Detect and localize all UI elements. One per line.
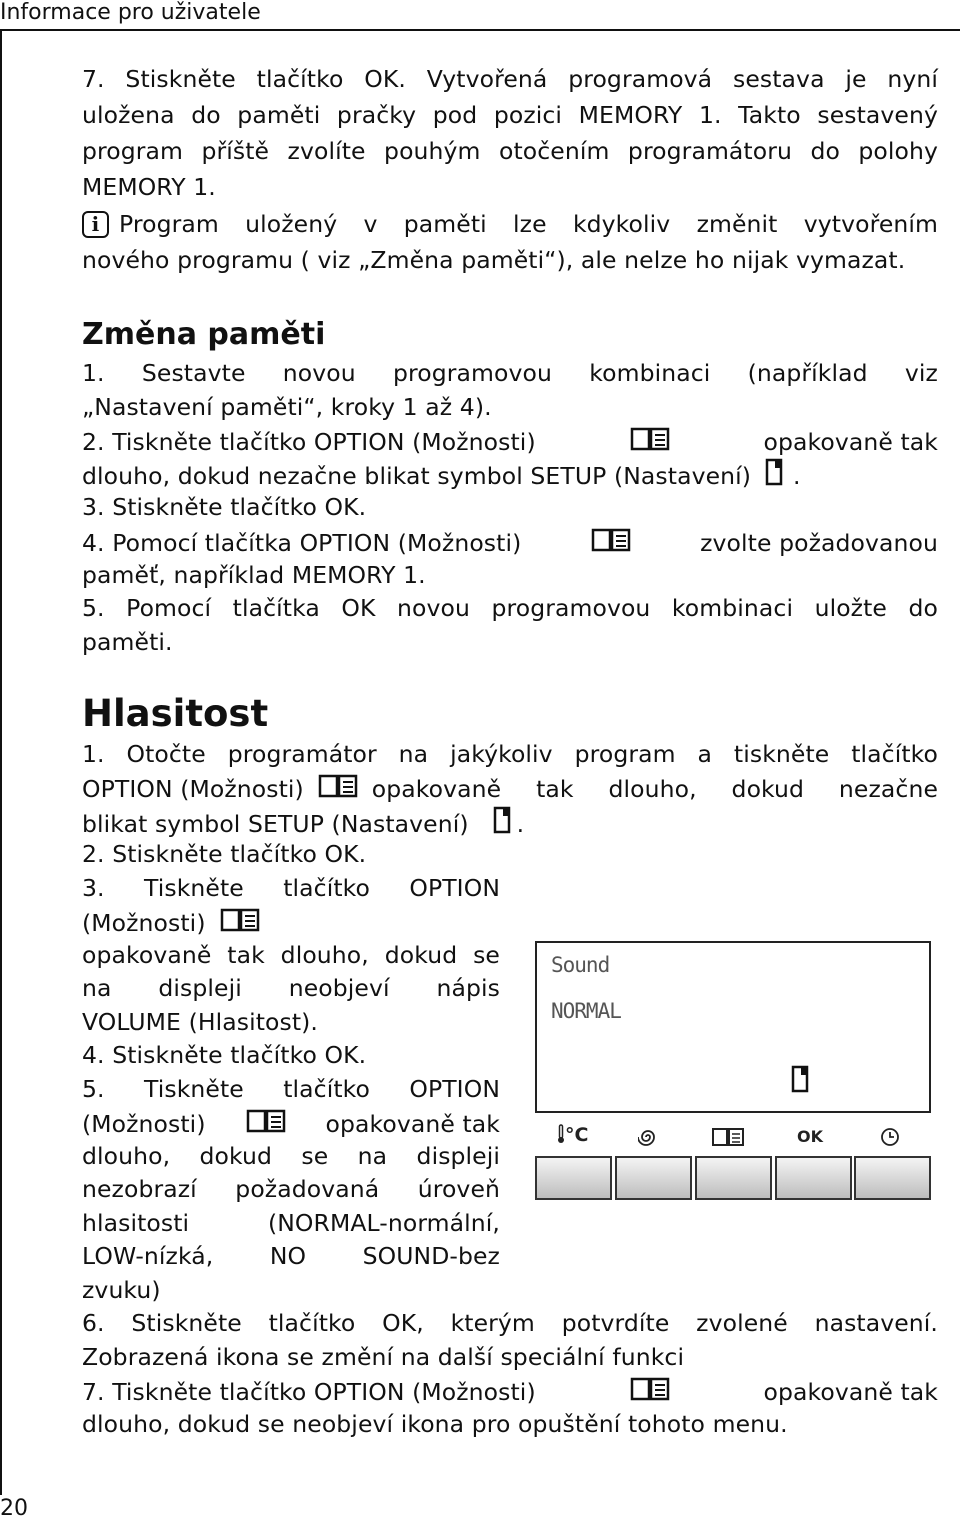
section-heading: Hlasitost [82,692,269,735]
text-line: opakovaně tak dlouho, dokud se [82,941,500,969]
text-line: MEMORY 1. [82,173,216,201]
lcd-line-1: Sound [551,953,610,977]
text-line: Zobrazená ikona se změní na další speciální funkci [82,1343,685,1371]
delay-start-button[interactable] [854,1156,931,1200]
text-line: 2. Stiskněte tlačítko OK. [82,840,367,868]
option-book-icon [630,1375,670,1408]
text-line: hlasitosti (NORMAL-normální, [82,1209,500,1237]
text-line: 1. Sestavte novou programovou kombinaci (například viz [82,359,938,387]
text-segment: zvolte požadovanou [700,528,938,557]
info-icon: i [82,211,109,238]
text-line: „Nastavení paměti“, kroky 1 až 4). [82,393,492,421]
text-segment: opakovaně tak [325,1109,500,1138]
text-line: dlouho, dokud se na displeji [82,1142,500,1170]
text-segment: (Možnosti) [82,1109,206,1138]
text-line: paměť, například MEMORY 1. [82,561,426,589]
text-line [82,526,938,559]
page-number: 20 [0,1496,28,1521]
text-line: na displeji neobjeví nápis [82,974,500,1002]
text-segment: 4. Pomocí tlačítka OPTION (Možnosti) [82,528,522,557]
text-line: nového programu ( viz „Změna paměti“), ale nelze ho nijak vymazat. [82,246,906,274]
margin-rule [0,29,2,1495]
page-header: Informace pro uživatele [0,0,261,25]
text-line: program příště zvolíte pouhým otočením programátoru do polohy [82,137,938,165]
text-line [82,425,938,458]
text-line: 6. Stiskněte tlačítko OK, kterým potvrdíte zvolené nastavení. [82,1309,938,1337]
text-line [82,1107,500,1140]
text-segment: opakovaně tak dlouho, dokud nezačne [371,774,938,803]
thermometer-icon [557,1124,588,1146]
setup-icon [791,1065,809,1097]
option-book-icon [591,526,631,559]
text-segment: (Možnosti) [82,908,206,937]
option-button[interactable] [695,1156,772,1200]
option-book-icon [246,1107,286,1140]
lcd-line-2: NORMAL [551,999,621,1023]
spin-icon [638,1127,658,1152]
info-note [82,209,938,239]
text-segment: opakovaně tak [763,1377,938,1406]
text-line [82,1375,938,1408]
text-line: VOLUME (Hlasitost). [82,1008,319,1036]
text-segment: 7. Tiskněte tlačítko OPTION (Možnosti) [82,1377,536,1406]
lcd-screen [535,941,931,1113]
text-line: zvuku) [82,1276,161,1304]
section-heading: Změna paměti [82,317,326,352]
spin-button[interactable] [615,1156,692,1200]
text-line: 5. Pomocí tlačítka OK novou programovou kombinaci uložte do [82,594,938,622]
text-line: 4. Stiskněte tlačítko OK. [82,1041,367,1069]
text-line: paměti. [82,628,173,656]
option-book-icon [630,425,670,458]
text-line: 1. Otočte programátor na jakýkoliv program a tiskněte tlačítko [82,740,938,768]
text-segment: . [793,461,801,490]
text-line: uložena do paměti pračky pod pozici MEMORY 1. Takto sestavený [82,101,938,129]
washer-display-panel [535,941,931,1199]
setup-icon [765,458,783,493]
text-line: 7. Stiskněte tlačítko OK. Vytvořená programová sestava je nyní [82,65,938,93]
text-line [82,458,938,493]
setup-icon [493,806,511,841]
ok-button[interactable] [775,1156,852,1200]
text-line: 3. Tiskněte tlačítko OPTION [82,874,500,902]
temperature-unit-label: °C [565,1124,589,1146]
option-book-icon [711,1127,745,1152]
text-line: nezobrazí požadovaná úroveň [82,1175,500,1203]
text-segment: . [516,809,525,838]
text-line: dlouho, dokud se neobjeví ikona pro opuštění tohoto menu. [82,1410,788,1438]
text-segment: blikat symbol SETUP (Nastavení) [82,809,469,838]
text-line: 5. Tiskněte tlačítko OPTION [82,1075,500,1103]
text-line [82,906,938,939]
temperature-button[interactable] [535,1156,612,1200]
clock-icon [880,1127,900,1152]
text-line [82,806,938,841]
text-segment: OPTION (Možnosti) [82,774,304,803]
text-segment: opakovaně tak [763,427,938,456]
note-text: Program uložený v paměti lze kdykoliv změnit vytvořením [119,210,938,238]
text-segment: dlouho, dokud nezačne blikat symbol SETUP (Nastavení) [82,461,752,490]
text-line: LOW-nízká, NO SOUND-bez [82,1242,500,1270]
text-segment: 2. Tiskněte tlačítko OPTION (Možnosti) [82,427,536,456]
option-book-icon [318,772,358,805]
header-rule [0,29,960,31]
text-line [82,772,938,805]
option-book-icon [220,906,260,939]
text-line: 3. Stiskněte tlačítko OK. [82,493,367,521]
ok-icon: OK [797,1127,823,1146]
